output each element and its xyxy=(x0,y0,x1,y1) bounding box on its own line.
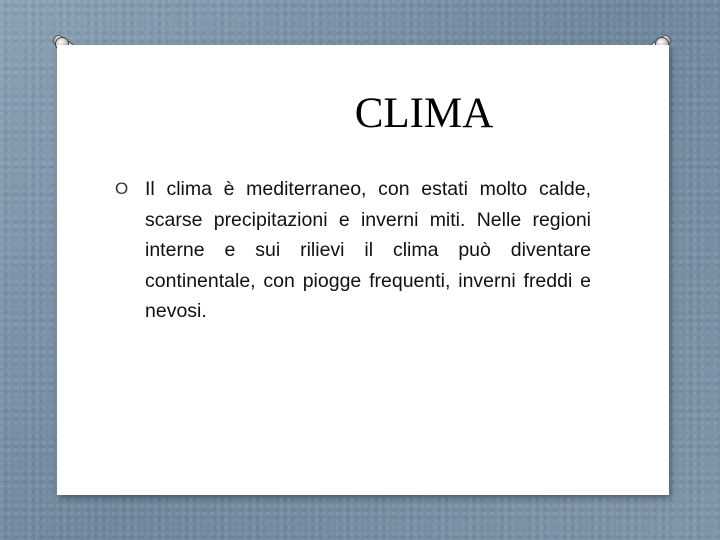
bullet-marker: O xyxy=(115,179,129,198)
slide-title: CLIMA xyxy=(354,90,494,137)
slide xyxy=(57,45,669,495)
bullet-text: Il clima è mediterraneo, con estati molto calde, scarse precipitazioni e inverni miti. Nelle regioni interne e sui rilievi il clima può diventare continentale, con piogge frequenti, inverni freddi e nevosi. xyxy=(145,178,591,322)
slide-body xyxy=(115,174,591,327)
